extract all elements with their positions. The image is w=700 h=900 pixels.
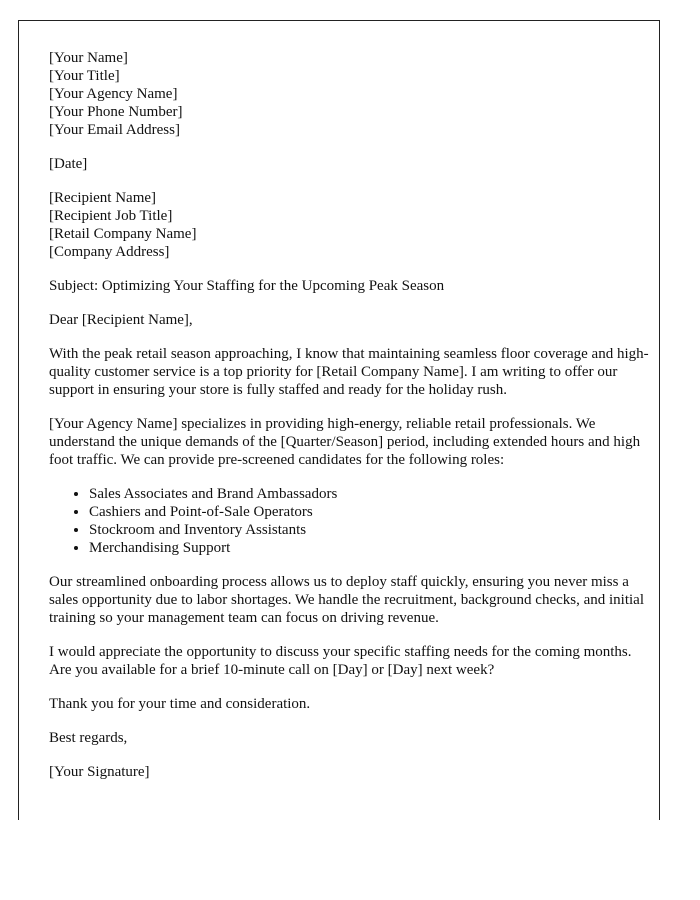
recipient-name: [Recipient Name]	[49, 190, 157, 206]
letter-page	[18, 20, 660, 820]
recipient-address: [Company Address]	[49, 244, 170, 260]
date-line	[49, 155, 649, 173]
onboarding-paragraph: Our streamlined onboarding process allows us to deploy staff quickly, ensuring you never miss a sales opportunity due to labor shortages. We handle the recruitment, background checks, and initial training so your management team can focus on driving revenue.	[49, 574, 645, 626]
subject-line: Subject: Optimizing Your Staffing for the Upcoming Peak Season	[49, 278, 445, 294]
list-item: • Merchandising Support	[89, 539, 649, 557]
sender-email: [Your Email Address]	[49, 122, 180, 138]
sender-phone: [Your Phone Number]	[49, 104, 183, 120]
letter-date: [Date]	[49, 156, 88, 172]
recipient-job-title: [Recipient Job Title]	[49, 208, 173, 224]
sender-block	[49, 49, 649, 139]
signature: [Your Signature]	[49, 764, 150, 780]
recipient-company: [Retail Company Name]	[49, 226, 197, 242]
letter-body	[49, 49, 649, 797]
list-item: • Stockroom and Inventory Assistants	[89, 521, 649, 539]
list-item: • Sales Associates and Brand Ambassadors	[89, 485, 649, 503]
sender-title: [Your Title]	[49, 68, 120, 84]
thanks-paragraph: Thank you for your time and consideration.	[49, 696, 311, 712]
list-item: • Cashiers and Point-of-Sale Operators	[89, 503, 649, 521]
roles-list	[49, 485, 649, 557]
intro-paragraph: With the peak retail season approaching, I know that maintaining seamless floor coverage and high-quality customer service is a top priority for [Retail Company Name]. I am writing to offer our support in ensuring your store is fully staffed and ready for the holiday rush.	[49, 346, 649, 398]
specialization-paragraph: [Your Agency Name] specializes in providing high-energy, reliable retail professionals. We understand the unique demands of the [Quarter/Season] period, including extended hours and high foot traffic. We can provide pre-screened candidates for the following roles:	[49, 416, 641, 468]
sender-name: [Your Name]	[49, 50, 128, 66]
sender-agency: [Your Agency Name]	[49, 86, 178, 102]
call-to-action-paragraph: I would appreciate the opportunity to discuss your specific staffing needs for the coming months. Are you available for a brief 10-minute call on [Day] or [Day] next week?	[49, 644, 632, 678]
salutation: Dear [Recipient Name],	[49, 312, 193, 328]
closing: Best regards,	[49, 730, 128, 746]
recipient-block	[49, 189, 649, 261]
